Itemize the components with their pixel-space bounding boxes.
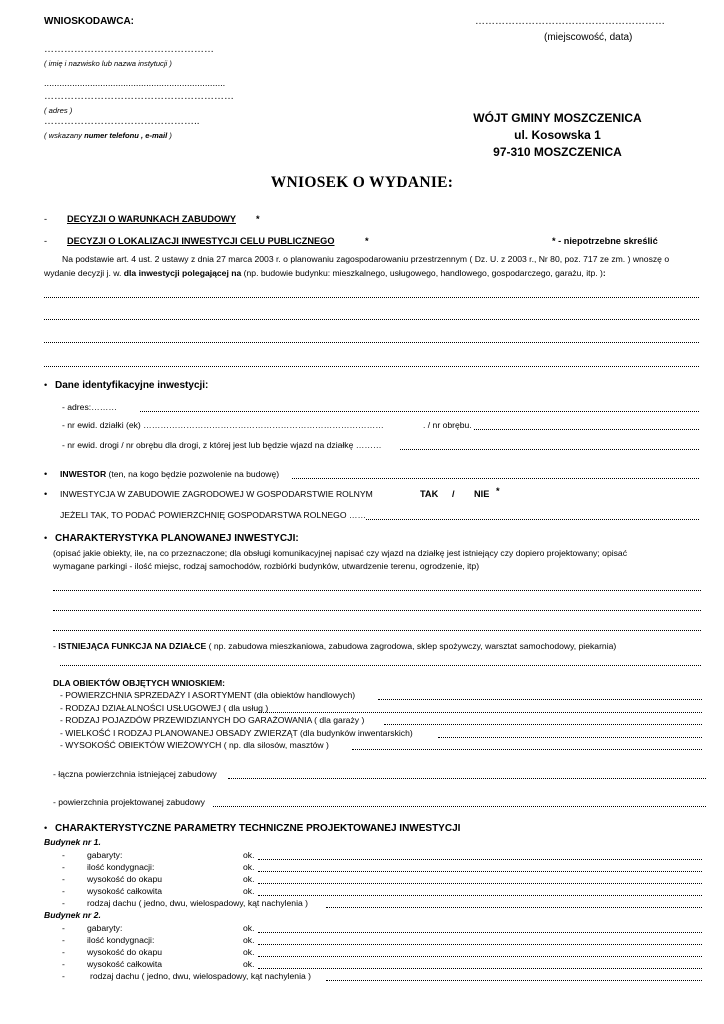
row-dash: - (62, 923, 65, 933)
applicant-name-caption: ( imię i nazwisko lub nazwa instytucji ) (44, 59, 172, 68)
investor-field[interactable] (292, 478, 699, 479)
object-item-field[interactable] (384, 724, 702, 725)
existing-area-label: - łączna powierzchnia istniejącej zabudowy (53, 769, 217, 779)
description-line-4[interactable] (44, 366, 699, 367)
planned-desc-2: wymagane parkingi - ilość miejsc, rodzaj samochodów, rozbiórki budynków, utwardzenie terenu, ogrodzenie, itp) (53, 561, 480, 571)
address-caption: ( adres ) (44, 106, 73, 115)
param-label: wysokość do okapu (87, 947, 162, 957)
option-star-2: * (365, 236, 369, 246)
building-name: Budynek nr 2. (44, 910, 101, 920)
roof-type-field[interactable] (326, 980, 702, 981)
intro-line-1: Na podstawie art. 4 ust. 2 ustawy z dnia 27 marca 2003 r. o planowaniu zagospodarowaniu przestrzennym ( Dz. U. z 2003 r., Nr 80, poz. 717 ze zm. ) wnoszę o (62, 254, 670, 264)
planned-line-3[interactable] (53, 630, 701, 631)
strike-note: * - niepotrzebne skreślić (552, 236, 658, 246)
planned-line-2[interactable] (53, 610, 701, 611)
place-date-caption: (miejscowość, data) (544, 32, 633, 43)
option-building-conditions[interactable]: DECYZJI O WARUNKACH ZABUDOWY (67, 214, 236, 224)
object-item-label: - POWIERZCHNIA SPRZEDAŻY I ASORTYMENT (dla obiektów handlowych) (60, 690, 356, 700)
recipient-block (420, 110, 695, 161)
param-field[interactable] (258, 932, 702, 933)
object-item-label: - WYSOKOŚĆ OBIEKTÓW WIEŻOWYCH ( np. dla silosów, masztów ) (60, 740, 329, 751)
ident-address-label: - adres:……… (62, 402, 117, 412)
row-dash: - (62, 898, 65, 908)
object-item-label: - WIELKOŚĆ I RODZAJ PLANOWANEJ OBSADY ZWIERZĄT (dla budynków inwentarskich) (60, 727, 413, 738)
description-line-3[interactable] (44, 342, 699, 343)
projected-area-label: - powierzchnia projektowanej zabudowy (53, 797, 205, 807)
option-public-purpose[interactable]: DECYZJI O LOKALIZACJI INWESTYCJI CELU PUBLICZNEGO (67, 236, 335, 246)
row-dash: - (62, 874, 65, 884)
object-item-label: - RODZAJ DZIAŁALNOŚCI USŁUGOWEJ ( dla usług ) (60, 702, 269, 713)
params-heading: CHARAKTERYSTYCZNE PARAMETRY TECHNICZNE PROJEKTOWANEJ INWESTYCJI (55, 823, 461, 834)
address-field-2[interactable]: ………………………………………………… (44, 91, 234, 102)
recipient-line-2: ul. Kosowska 1 (514, 128, 601, 142)
intro-line-2: wydanie decyzji j. w. dla inwestycji polegającej na (np. budowie budynku: mieszkalnego, usługowego, handlowego, gospodarczego, garażu, itp. ): (44, 268, 606, 278)
param-value-prefix: ok. (243, 850, 255, 860)
description-line-1[interactable] (44, 297, 699, 298)
bullet: • (44, 489, 48, 499)
param-field[interactable] (258, 859, 702, 860)
farm-star: * (496, 486, 500, 496)
farm-yes-option[interactable]: TAK (420, 489, 439, 499)
phone-email-field[interactable]: ……………………………………….. (44, 116, 200, 127)
roof-type-field[interactable] (326, 907, 702, 908)
row-dash: - (62, 935, 65, 945)
param-field[interactable] (258, 944, 702, 945)
applicant-label: WNIOSKODAWCA: (44, 16, 134, 27)
page-title: WNIOSEK O WYDANIE: (270, 174, 454, 191)
existing-function-field[interactable] (60, 665, 701, 666)
param-field[interactable] (258, 883, 702, 884)
planned-desc-1: (opisać jakie obiekty, ile, na co przeznaczone; dla obsługi komunikacyjnej napisać czy wjazd na działkę jest istniejący czy dopiero projektowany; opisać (53, 548, 628, 558)
param-value-prefix: ok. (243, 947, 255, 957)
param-value-prefix: ok. (243, 935, 255, 945)
recipient-line-1: WÓJT GMINY MOSZCZENICA (473, 111, 642, 125)
place-date-field[interactable]: ………………………………………………… (475, 16, 665, 27)
param-value-prefix: ok. (243, 959, 255, 969)
bullet: • (44, 380, 48, 390)
address-field-1[interactable]: ....................................................................... (44, 78, 226, 88)
farm-no-option[interactable]: NIE (474, 489, 490, 499)
bullet: • (44, 469, 48, 479)
bullet: • (44, 823, 48, 833)
param-label: wysokość całkowita (87, 886, 162, 896)
description-line-2[interactable] (44, 319, 699, 320)
applicant-name-field[interactable]: …………………………………………… (44, 44, 214, 55)
farm-investment-label: INWESTYCJA W ZABUDOWIE ZAGRODOWEJ W GOSPODARSTWIE ROLNYM (60, 489, 373, 499)
planned-line-1[interactable] (53, 590, 701, 591)
param-label: wysokość do okapu (87, 874, 162, 884)
param-value-prefix: ok. (243, 886, 255, 896)
row-dash: - (62, 947, 65, 957)
farm-area-field[interactable] (366, 519, 699, 520)
farm-slash: / (452, 489, 455, 499)
param-value-prefix: ok. (243, 874, 255, 884)
phone-email-caption: ( wskazany numer telefonu , e-mail ) (44, 131, 172, 140)
ident-heading: Dane identyfikacyjne inwestycji: (55, 380, 209, 391)
recipient-line-3: 97-310 MOSZCZENICA (493, 145, 622, 159)
param-label: wysokość całkowita (87, 959, 162, 969)
option-dash-1: - (44, 214, 48, 224)
ident-road-label: - nr ewid. drogi / nr obrębu dla drogi, z której jest lub będzie wjazd na działkę ……… (62, 440, 382, 450)
param-value-prefix: ok. (243, 862, 255, 872)
row-dash: - (62, 971, 65, 981)
param-label: ilość kondygnacji: (87, 862, 155, 872)
row-dash: - (62, 862, 65, 872)
ident-precinct-label: . / nr obrębu. (423, 420, 472, 430)
object-item-field[interactable] (352, 749, 702, 750)
option-dash-2: - (44, 236, 48, 246)
param-field[interactable] (258, 895, 702, 896)
ident-precinct-field[interactable] (474, 429, 699, 430)
row-dash: - (62, 886, 65, 896)
option-star-1: * (256, 214, 260, 224)
planned-heading: CHARAKTERYSTYKA PLANOWANEJ INWESTYCJI: (55, 533, 299, 544)
existing-function-label: - ISTNIEJĄCA FUNKCJA NA DZIAŁCE ( np. zabudowa mieszkaniowa, zabudowa zagrodowa, sklep spożywczy, warsztat samochodowy, piekarnia) (53, 641, 617, 651)
row-dash: - (62, 959, 65, 969)
param-field[interactable] (258, 956, 702, 957)
row-dash: - (62, 850, 65, 860)
ident-road-field[interactable] (400, 449, 699, 450)
object-item-field[interactable] (438, 737, 702, 738)
param-label: gabaryty: (87, 923, 123, 933)
param-label: ilość kondygnacji: (87, 935, 155, 945)
roof-type-label: rodzaj dachu ( jedno, dwu, wielospadowy, kąt nachylenia ) (90, 971, 312, 981)
param-field[interactable] (258, 871, 702, 872)
ident-address-field[interactable] (140, 411, 699, 412)
param-field[interactable] (258, 968, 702, 969)
existing-area-field[interactable] (228, 778, 706, 779)
roof-type-label: rodzaj dachu ( jedno, dwu, wielospadowy, kąt nachylenia ) (87, 898, 309, 908)
param-label: gabaryty: (87, 850, 123, 860)
param-value-prefix: ok. (243, 923, 255, 933)
farm-area-label: JEŻELI TAK, TO PODAĆ POWIERZCHNIĘ GOSPODARSTWA ROLNEGO …… (60, 510, 367, 520)
objects-heading: DLA OBIEKTÓW OBJĘTYCH WNIOSKIEM: (53, 678, 226, 688)
investor-label: INWESTOR (ten, na kogo będzie pozwolenie na budowę) (60, 469, 280, 479)
object-item-field[interactable] (378, 699, 702, 700)
ident-plot-label: - nr ewid. działki (ek) ………………………………………………………………………… (62, 420, 384, 430)
bullet: • (44, 533, 48, 543)
projected-area-field[interactable] (213, 806, 706, 807)
building-name: Budynek nr 1. (44, 837, 101, 847)
object-item-field[interactable] (258, 712, 702, 713)
object-item-label: - RODZAJ POJAZDÓW PRZEWIDZIANYCH DO GARAŻOWANIA ( dla garaży ) (60, 715, 365, 726)
